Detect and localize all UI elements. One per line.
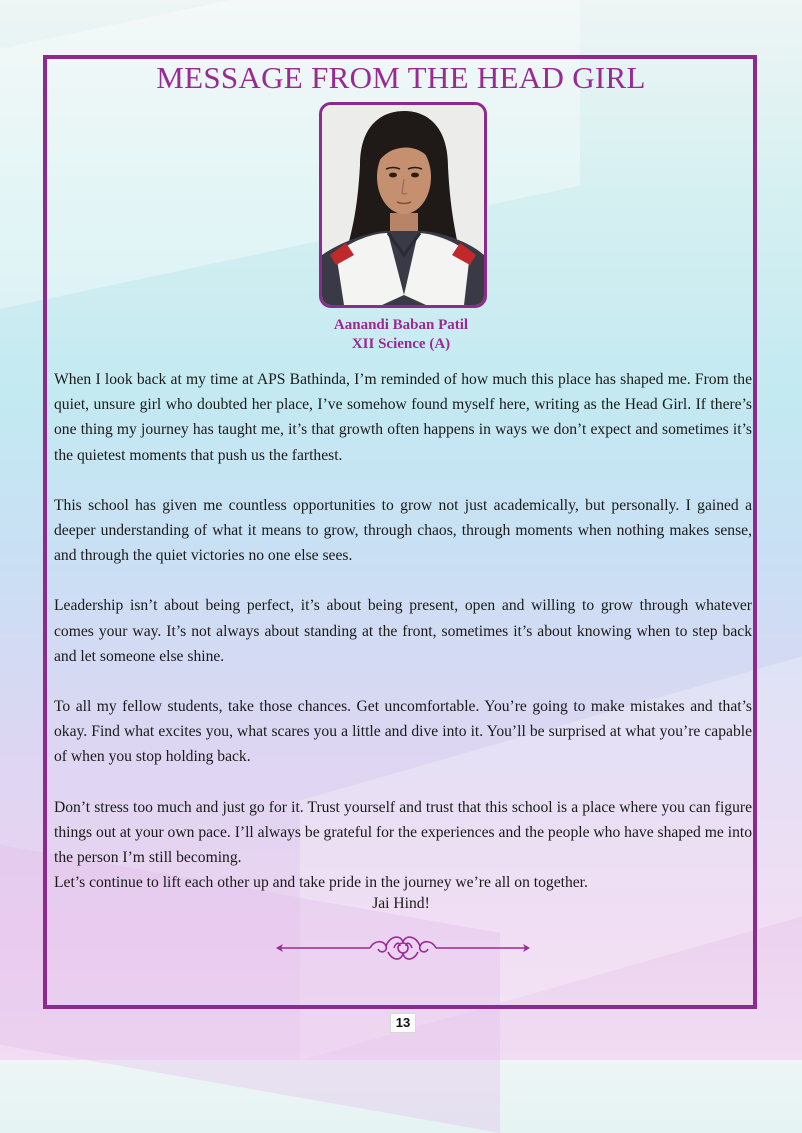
message-paragraph-4: To all my fellow students, take those chances. Get uncomfortable. You’re going to make mistakes and that’s okay. Find what excites you, what scares you a little and dive into it. You’ll be surprised at what you’re capable of when you stop holding back. bbox=[54, 698, 752, 766]
message-body bbox=[54, 367, 752, 895]
message-paragraph-3: Leadership isn’t about being perfect, it’s about being present, open and willing to grow through whatever comes your way. It’s not always about standing at the front, sometimes it’s about knowing when to step back and let someone else shine. bbox=[54, 597, 752, 665]
author-class: XII Science (A) bbox=[351, 336, 451, 352]
author-name: Aanandi Baban Patil bbox=[333, 317, 469, 333]
page-number: 13 bbox=[390, 1013, 416, 1033]
flourish-divider-icon bbox=[274, 930, 532, 966]
head-girl-portrait bbox=[319, 102, 487, 308]
message-paragraph-6: Let’s continue to lift each other up and take pride in the journey we’re all on together. bbox=[54, 874, 588, 892]
message-paragraph-1: When I look back at my time at APS Bathinda, I’m reminded of how much this place has shaped me. From the quiet, unsure girl who doubted her place, I’ve somehow found myself here, writing as the Head Girl. If there’s one thing my journey has taught me, it’s that growth often happens in ways we don’t expect and sometimes it’s the quietest moments that push us the farthest. bbox=[54, 371, 752, 464]
message-paragraph-5: Don’t stress too much and just go for it. Trust yourself and trust that this school is a place where you can figure things out at your own pace. I’ll always be grateful for the experiences and the people who have shaped me into the person I’m still becoming. bbox=[54, 798, 752, 867]
page-title: MESSAGE FROM THE HEAD GIRL bbox=[156, 60, 646, 95]
message-paragraph-2: This school has given me countless opportunities to grow not just academically, but personally. I gained a deeper understanding of what it means to grow, through chaos, through moments when nothing makes sense, and through the quiet victories no one else sees. bbox=[54, 496, 752, 565]
author-block bbox=[0, 316, 802, 354]
closing-salutation: Jai Hind! bbox=[372, 895, 430, 912]
